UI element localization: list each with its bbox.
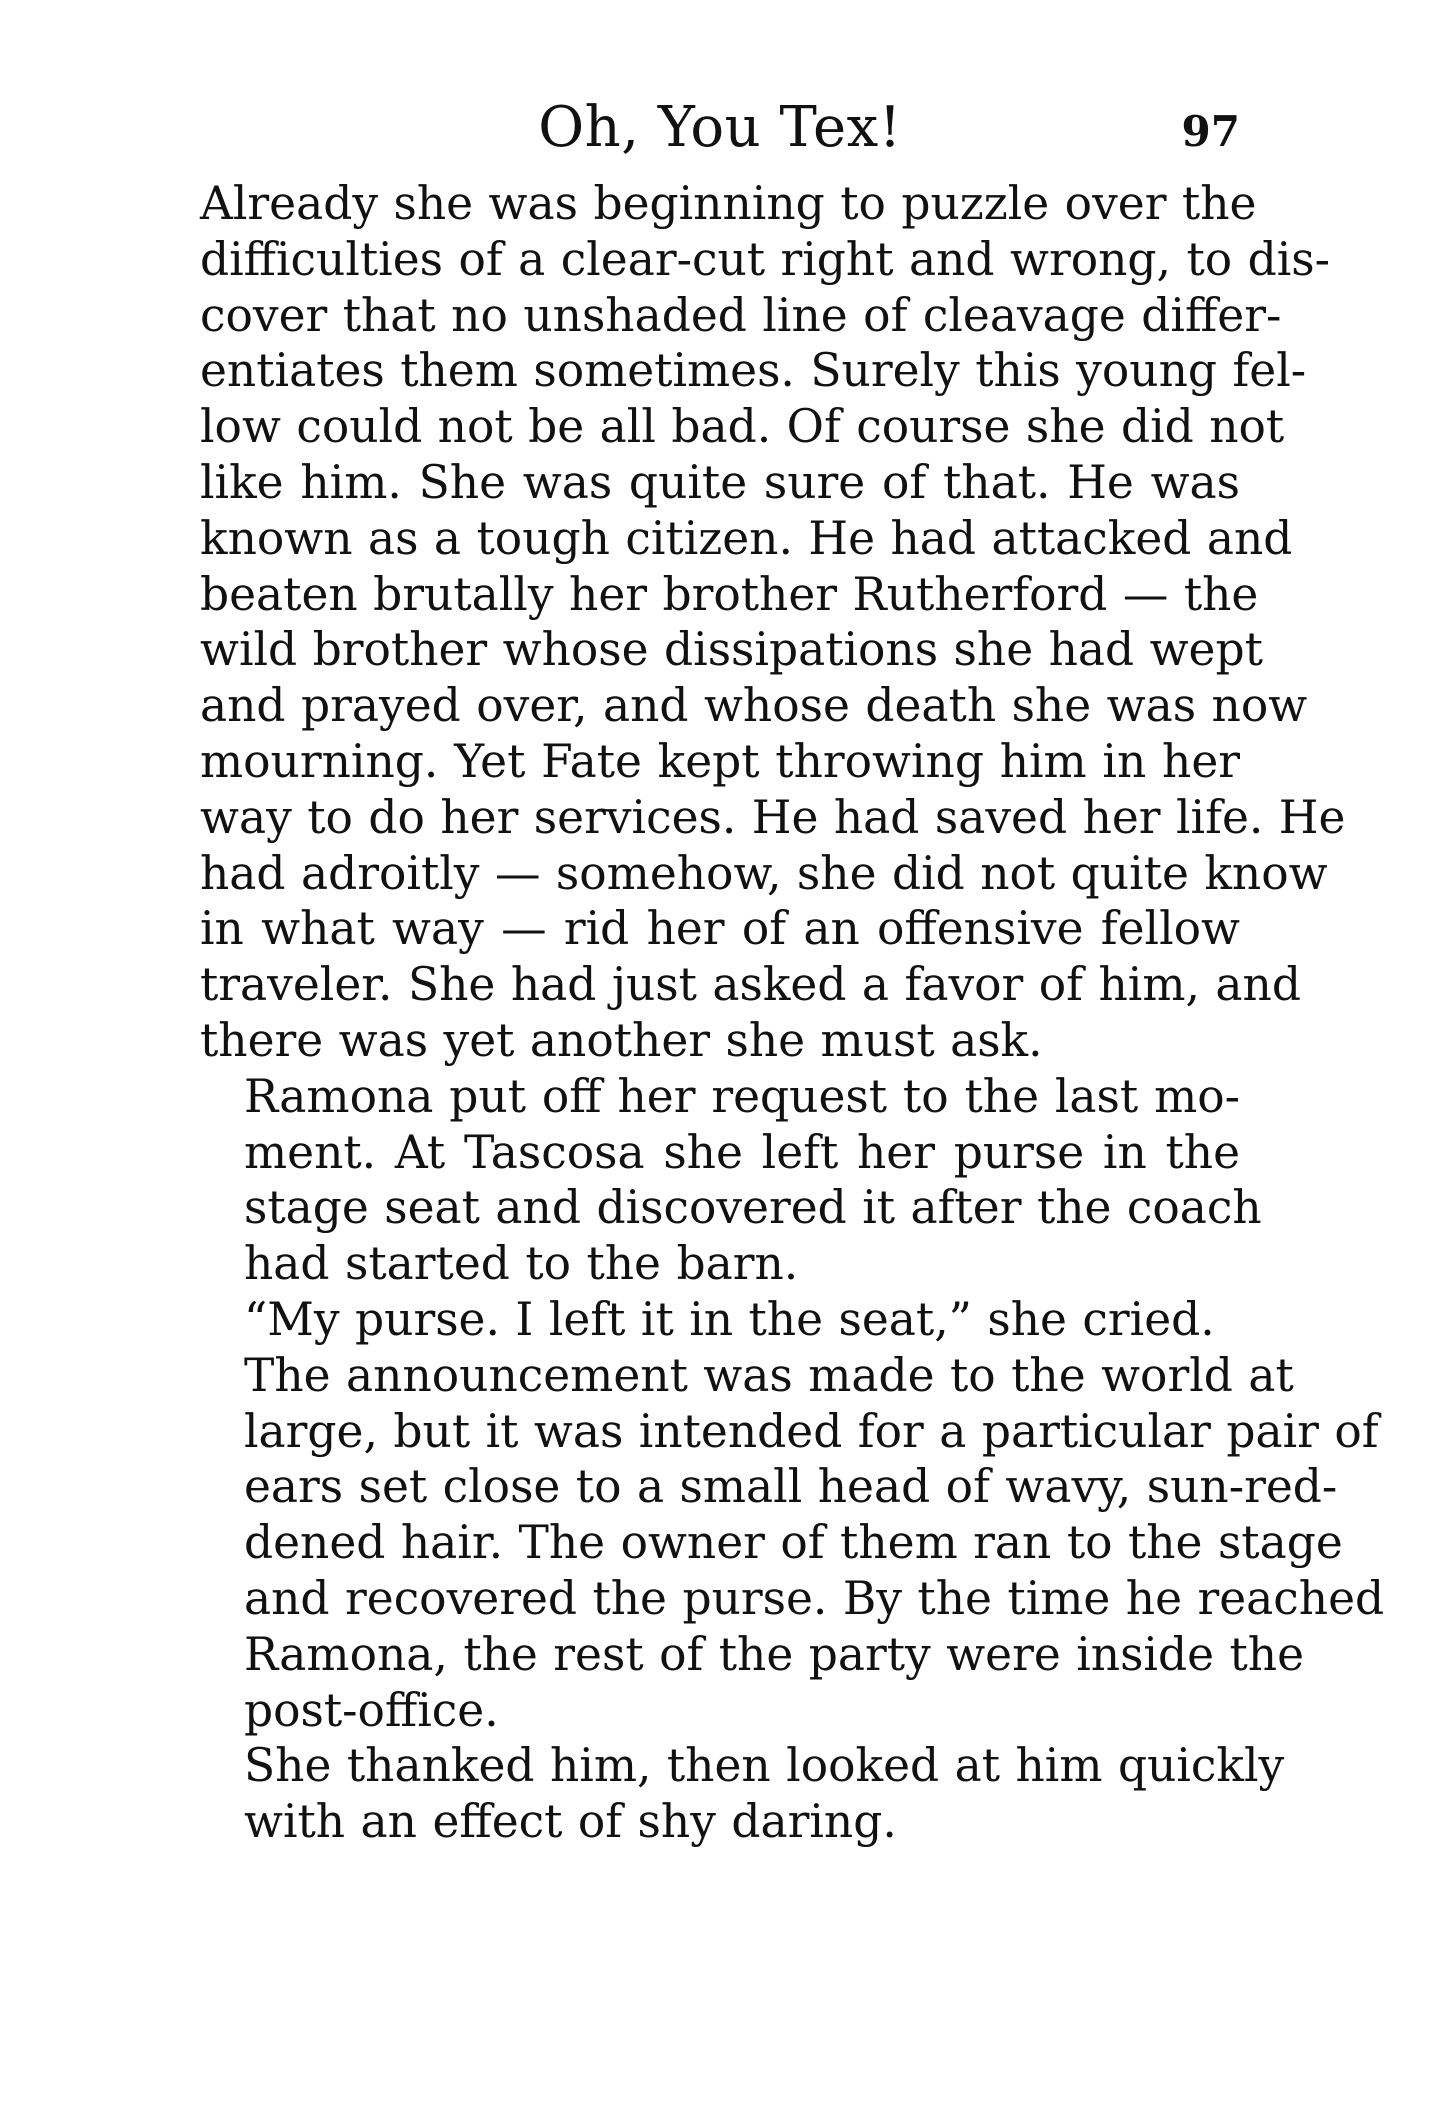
text-line: had adroitly — somehow, she did not quite know: [200, 846, 1328, 900]
text-line: traveler. She had just asked a favor of him, and: [200, 958, 1301, 1012]
text-line: and prayed over, and whose death she was now: [200, 679, 1308, 733]
paragraph-2: [200, 1069, 1262, 1292]
text-line: Already she was beginning to puzzle over the: [200, 177, 1257, 230]
text-line: mourning. Yet Fate kept throwing him in her: [200, 734, 1240, 788]
text-line: known as a tough citizen. He had attacked and: [200, 511, 1293, 565]
text-line: way to do her services. He had saved her life. He: [200, 790, 1346, 844]
text-line: She thanked him, then looked at him quickly: [244, 1739, 1285, 1793]
paragraph-3: [200, 1292, 1240, 1348]
text-line: ment. At Tascosa she left her purse in the: [244, 1125, 1240, 1179]
paragraph-4: [200, 1348, 1385, 1739]
text-line: large, but it was intended for a particular pair of: [244, 1404, 1379, 1458]
text-line: Ramona, the rest of the party were inside the: [244, 1627, 1305, 1681]
text-line: entiates them sometimes. Surely this young fel-: [200, 344, 1307, 398]
text-line: wild brother whose dissipations she had wept: [200, 623, 1263, 677]
body-text: [200, 176, 1385, 1850]
text-line: cover that no unshaded line of cleavage differ-: [200, 288, 1282, 342]
page-number: 97: [1181, 107, 1240, 156]
text-line: and recovered the purse. By the time he reached: [244, 1571, 1385, 1625]
paragraph-1: [200, 176, 1346, 1069]
text-line: beaten brutally her brother Rutherford — the: [200, 567, 1259, 621]
text-line: Ramona put off her request to the last mo-: [244, 1069, 1240, 1123]
text-line: The announcement was made to the world at: [244, 1348, 1294, 1402]
text-line: in what way — rid her of an offensive fellow: [200, 902, 1240, 956]
running-header: [200, 90, 1240, 168]
running-title: Oh, You Tex!: [538, 95, 902, 160]
text-line: with an effect of shy daring.: [244, 1795, 897, 1849]
text-line: there was yet another she must ask.: [200, 1013, 1043, 1067]
text-line: difficulties of a clear-cut right and wrong, to dis-: [200, 232, 1330, 286]
text-line: had started to the barn.: [244, 1237, 799, 1291]
book-page: [200, 90, 1385, 1850]
text-line: post-office.: [244, 1683, 499, 1737]
text-line: low could not be all bad. Of course she did not: [200, 400, 1285, 454]
text-line: like him. She was quite sure of that. He was: [200, 455, 1240, 509]
text-line: ears set close to a small head of wavy, sun-red-: [244, 1460, 1338, 1514]
text-line: stage seat and discovered it after the coach: [244, 1181, 1262, 1235]
paragraph-5: [200, 1738, 1285, 1850]
text-line: dened hair. The owner of them ran to the stage: [244, 1516, 1343, 1570]
text-line: “My purse. I left it in the seat,” she cried.: [244, 1292, 1215, 1346]
